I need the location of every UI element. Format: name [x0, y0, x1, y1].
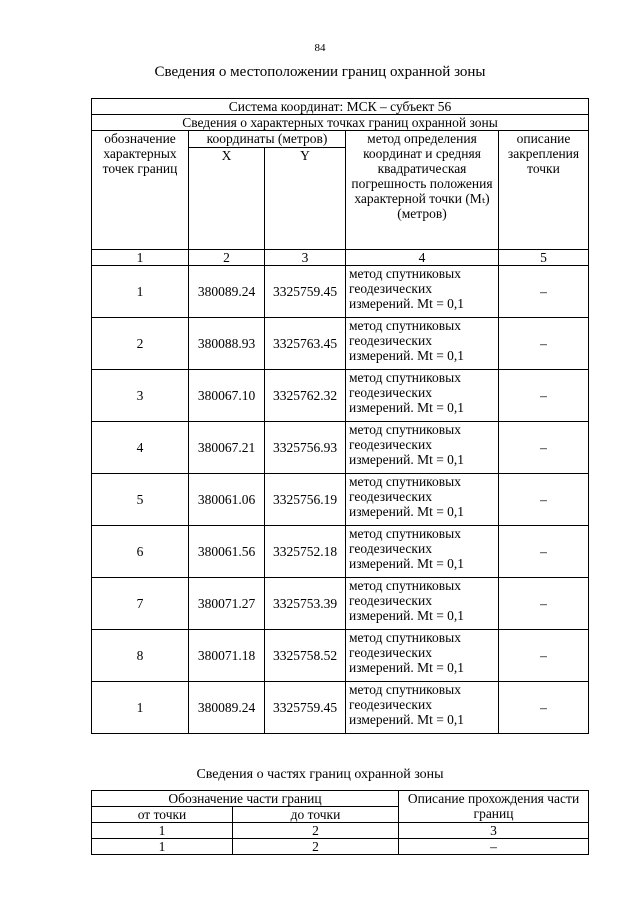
header-method: метод определения координат и средняя квадратическая погрешность положения характерной точки (Mₜ) (метров) [346, 131, 499, 250]
determination-method: метод спутниковых геодезических измерений. Mt = 0,1 [346, 526, 499, 578]
coordinate-y: 3325752.18 [265, 526, 346, 578]
column-numbers-row [92, 250, 589, 266]
determination-method: метод спутниковых геодезических измерений. Mt = 0,1 [346, 370, 499, 422]
fixing-description: – [499, 370, 589, 422]
coordinate-x: 380071.27 [189, 578, 265, 630]
parts-rows [92, 839, 589, 855]
fixing-description: – [499, 630, 589, 682]
column-number: 3 [265, 250, 346, 266]
coordinate-y: 3325756.19 [265, 474, 346, 526]
coordinate-system-row [92, 99, 589, 115]
header-to-point: до точки [233, 807, 399, 823]
header-coordinates: координаты (метров) [189, 131, 346, 148]
point-rows [92, 266, 589, 734]
table-row [92, 474, 589, 526]
header-from-point: от точки [92, 807, 233, 823]
point-designation: 2 [92, 318, 189, 370]
fixing-description: – [499, 526, 589, 578]
point-designation: 4 [92, 422, 189, 474]
header-row [92, 131, 589, 148]
table-row [92, 266, 589, 318]
boundary-parts-table [91, 790, 589, 855]
coordinate-x: 380067.10 [189, 370, 265, 422]
coordinate-y: 3325753.39 [265, 578, 346, 630]
coordinate-y: 3325762.32 [265, 370, 346, 422]
fixing-description: – [499, 578, 589, 630]
page-number: 84 [314, 42, 326, 54]
header-y: Y [265, 148, 346, 250]
table-row [92, 578, 589, 630]
coordinate-x: 380061.56 [189, 526, 265, 578]
coordinate-x: 380061.06 [189, 474, 265, 526]
coordinate-x: 380067.21 [189, 422, 265, 474]
coordinate-system: Система координат: МСК – субъект 56 [92, 99, 589, 115]
boundary-points-table [91, 98, 589, 734]
section-heading-row [92, 115, 589, 131]
column-number: 4 [346, 250, 499, 266]
coordinate-y: 3325756.93 [265, 422, 346, 474]
point-designation: 7 [92, 578, 189, 630]
determination-method: метод спутниковых геодезических измерений. Mt = 0,1 [346, 474, 499, 526]
header-x: X [189, 148, 265, 250]
part-from-point: 1 [92, 839, 233, 855]
table-row [92, 682, 589, 734]
header-designation: обозначение характерных точек границ [92, 131, 189, 250]
coordinate-y: 3325758.52 [265, 630, 346, 682]
table-row [92, 318, 589, 370]
coordinate-y: 3325759.45 [265, 266, 346, 318]
fixing-description: – [499, 266, 589, 318]
point-designation: 3 [92, 370, 189, 422]
header-passage-description: Описание прохождения части границ [399, 791, 589, 823]
determination-method: метод спутниковых геодезических измерений. Mt = 0,1 [346, 318, 499, 370]
column-number: 2 [233, 823, 399, 839]
document-title: Сведения о местоположении границ охранной зоны [154, 64, 486, 80]
coordinate-x: 380088.93 [189, 318, 265, 370]
table-row [92, 630, 589, 682]
part-to-point: 2 [233, 839, 399, 855]
table-row [92, 526, 589, 578]
determination-method: метод спутниковых геодезических измерений. Mt = 0,1 [346, 578, 499, 630]
coordinate-y: 3325759.45 [265, 682, 346, 734]
header-part-designation: Обозначение части границ [92, 791, 399, 807]
column-number: 3 [399, 823, 589, 839]
determination-method: метод спутниковых геодезических измерений. Mt = 0,1 [346, 422, 499, 474]
coordinate-x: 380071.18 [189, 630, 265, 682]
column-number: 5 [499, 250, 589, 266]
point-designation: 6 [92, 526, 189, 578]
parts-header-row [92, 791, 589, 807]
point-designation: 8 [92, 630, 189, 682]
table-row [92, 839, 589, 855]
coordinate-x: 380089.24 [189, 266, 265, 318]
coordinate-y: 3325763.45 [265, 318, 346, 370]
determination-method: метод спутниковых геодезических измерений. Mt = 0,1 [346, 266, 499, 318]
table-row [92, 370, 589, 422]
parts-column-numbers-row [92, 823, 589, 839]
column-number: 2 [189, 250, 265, 266]
point-designation: 1 [92, 266, 189, 318]
fixing-description: – [499, 422, 589, 474]
fixing-description: – [499, 318, 589, 370]
part-passage-description: – [399, 839, 589, 855]
header-description: описание закрепления точки [499, 131, 589, 250]
determination-method: метод спутниковых геодезических измерений. Mt = 0,1 [346, 682, 499, 734]
parts-section-title: Сведения о частях границ охранной зоны [196, 767, 444, 782]
column-number: 1 [92, 250, 189, 266]
fixing-description: – [499, 682, 589, 734]
coordinate-x: 380089.24 [189, 682, 265, 734]
column-number: 1 [92, 823, 233, 839]
table-row [92, 422, 589, 474]
point-designation: 1 [92, 682, 189, 734]
determination-method: метод спутниковых геодезических измерений. Mt = 0,1 [346, 630, 499, 682]
point-designation: 5 [92, 474, 189, 526]
section-heading: Сведения о характерных точках границ охранной зоны [92, 115, 589, 131]
fixing-description: – [499, 474, 589, 526]
